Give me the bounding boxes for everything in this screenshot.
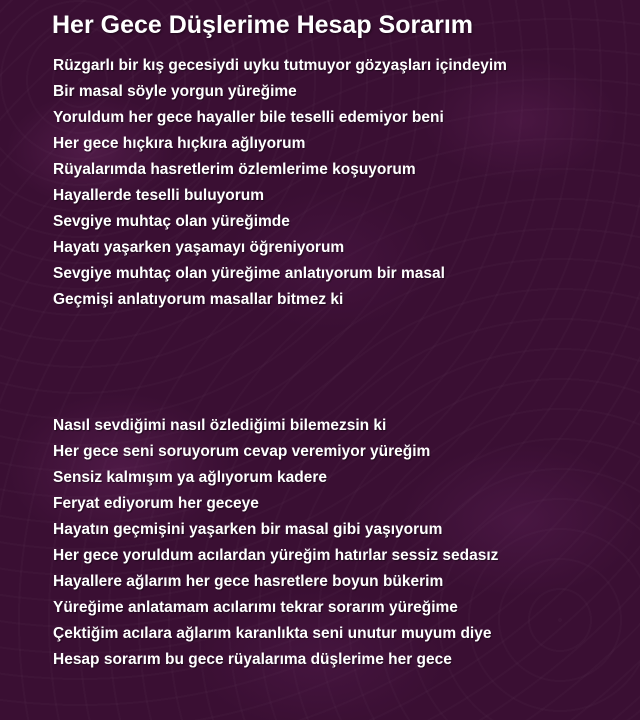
poem-line: Sevgiye muhtaç olan yüreğimde (53, 213, 290, 230)
poem-line: Her gece seni soruyorum cevap veremiyor yüreğim (53, 443, 431, 460)
poem-line: Hayatı yaşarken yaşamayı öğreniyorum (53, 239, 345, 256)
poem-line: Geçmişi anlatıyorum masallar bitmez ki (53, 291, 344, 308)
poem-line: Nasıl sevdiğimi nasıl özlediğimi bilemezsin ki (53, 417, 387, 434)
poem-line: Rüyalarımda hasretlerim özlemlerime koşuyorum (53, 161, 416, 178)
poem-line: Bir masal söyle yorgun yüreğime (53, 83, 297, 100)
poem-line: Rüzgarlı bir kış gecesiydi uyku tutmuyor gözyaşları içindeyim (53, 57, 507, 74)
poem-line: Hesap sorarım bu gece rüyalarıma düşlerime her gece (53, 651, 452, 668)
poem-line: Sensiz kalmışım ya ağlıyorum kadere (53, 469, 327, 486)
poem-line: Feryat ediyorum her geceye (53, 495, 259, 512)
poem-title: Her Gece Düşlerime Hesap Sorarım (52, 11, 474, 39)
poem-line: Yüreğime anlatamam acılarımı tekrar sorarım yüreğime (53, 599, 458, 616)
poem-line: Sevgiye muhtaç olan yüreğime anlatıyorum bir masal (53, 265, 445, 282)
poem-line: Hayallerde teselli buluyorum (53, 187, 265, 204)
poem-line: Her gece hıçkıra hıçkıra ağlıyorum (53, 135, 306, 152)
poem-line: Yoruldum her gece hayaller bile teselli edemiyor beni (53, 109, 444, 126)
stanza-2 (53, 413, 498, 673)
poem-line: Her gece yoruldum acılardan yüreğim hatırlar sessiz sedasız (53, 547, 499, 564)
poem-line: Hayallere ağlarım her gece hasretlere boyun bükerim (53, 573, 444, 590)
poem-line: Çektiğim acılara ağlarım karanlıkta seni unutur muyum diye (53, 625, 492, 642)
stanza-1 (53, 53, 507, 313)
poem-line: Hayatın geçmişini yaşarken bir masal gibi yaşıyorum (53, 521, 443, 538)
